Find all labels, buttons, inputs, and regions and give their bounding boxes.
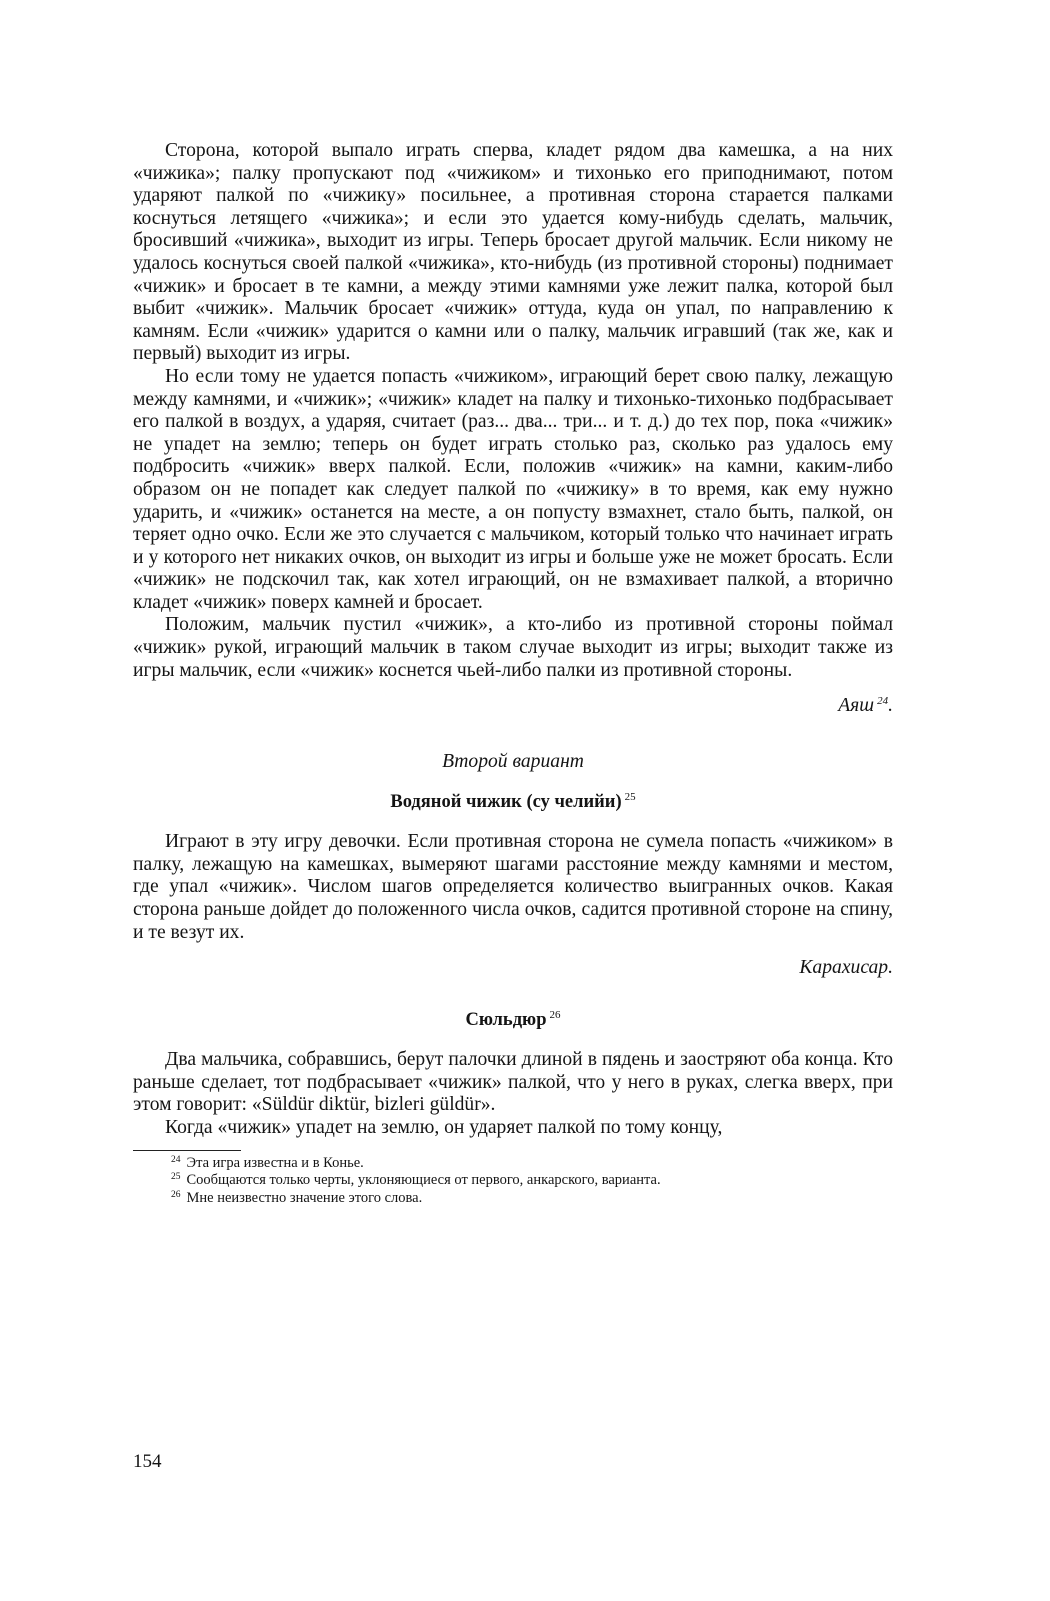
footnote-divider bbox=[133, 1150, 241, 1151]
section-heading-water-chizhik bbox=[133, 790, 893, 814]
footnote-number: 25 bbox=[171, 1172, 181, 1183]
paragraph-3: Положим, мальчик пустил «чижик», а кто-либо из противной стороны поймал «чижик» рукой, играющий мальчик в таком случае выходит из игры; выходит также из игры мальчик, если «чижик» коснется чьей-либо палки из противной стороны. bbox=[133, 614, 893, 681]
footnote-ref-25: 25 bbox=[624, 791, 636, 804]
page-number: 154 bbox=[133, 1451, 162, 1472]
paragraph-2: Но если тому не удается попасть «чижиком», играющий берет свою палку, лежащую между камнями, и «чижик»; «чижик» кладет на палку и тихонько-тихонько подбрасывает его палкой в воздух, а ударяя, считает (раз... два... три... и т. д.) до тех пор, пока «чижик» не упадет на землю; теперь он будет играть столько раз, сколько раз удалось ему подбросить «чижик» вверх палкой. Если, положив «чижик» на камни, каким-либо образом он не попадет как следует палкой по «чижику» в то время, как ему нужно ударить, и «чижик» останется на месте, а он попусту взмахнет, стало быть, палкой, он теряет одно очко. Если же это случается с мальчиком, который только что начинает играть и у которого нет никаких очков, он выходит из игры и больше уже не может бросать. Если «чижик» не подскочил так, как хотел играющий, он не взмахивает палкой, а вторично кладет «чижик» поверх камней и бросает. bbox=[133, 365, 893, 613]
footnote-ref-26: 26 bbox=[549, 1009, 561, 1022]
signature-ayash: Аяш $^{24}$. bbox=[838, 695, 893, 717]
paragraph-5: Два мальчика, собравшись, берут палочки длиной в пядень и заостряют оба конца. Кто раньше сделает, тот подбрасывает «чижик» палкой, что у него в руках, слегка вверх, при этом говорит: «Süldür diktür, bizleri güldür». bbox=[133, 1049, 893, 1116]
footnote-25 bbox=[133, 1172, 893, 1190]
footnote-number: 24 bbox=[171, 1154, 181, 1165]
paragraph-4: Играют в эту игру девочки. Если противная сторона не сумела попасть «чижиком» в палку, лежащую на камешках, вымеряют шагами расстояние между камнями и местом, где упал «чижик». Числом шагов определяется количество выигранных очков. Какая сторона раньше дойдет до положенного числа очков, садится противной стороне на спину, и те везут их. bbox=[133, 831, 893, 943]
footnote-text: Мне неизвестно значение этого слова. bbox=[186, 1189, 423, 1206]
section-subtitle: Второй вариант bbox=[442, 751, 584, 773]
heading-suldur-text: Сюльдюр bbox=[465, 1010, 547, 1031]
footnote-24 bbox=[133, 1155, 893, 1173]
heading-water-chizhik-text: Водяной чижик (су челийи) bbox=[390, 792, 622, 813]
signature-karahisar: Карахисар. bbox=[799, 957, 893, 979]
footnote-text: Сообщаются только черты, уклоняющиеся от первого, анкарского, варианта. bbox=[186, 1172, 661, 1189]
signature-ayash-text: Аяш bbox=[838, 695, 875, 717]
footnote-ref-24: 24 bbox=[877, 695, 889, 708]
page-content bbox=[133, 140, 893, 1207]
paragraph-1: Сторона, которой выпало играть сперва, кладет рядом два камешка, а на них «чижика»; палку пропускают под «чижиком» и тихонько его приподнимают, потом ударяют палкой по «чижику» посильнее, а противная сторона старается палками коснуться летящего «чижика»; и если это удается кому-нибудь сделать, мальчик, бросивший «чижика», выходит из игры. Теперь бросает другой мальчик. Если никому не удалось коснуться своей палкой «чижика», кто-нибудь (из противной стороны) поднимает «чижик» и бросает в те камни, а между этими камнями уже лежит палка, которой был выбит «чижик». Мальчик бросает «чижик» оттуда, куда он упал, по направлению к камням. Если «чижик» ударится о камни или о палку, мальчик игравший (так же, как и первый) выходит из игры. bbox=[133, 140, 893, 365]
footnote-text: Эта игра известна и в Конье. bbox=[186, 1154, 364, 1171]
footnote-26 bbox=[133, 1190, 893, 1208]
paragraph-6: Когда «чижик» упадет на землю, он ударяет палкой по тому концу, bbox=[165, 1117, 723, 1138]
section-heading-suldur bbox=[133, 1008, 893, 1032]
footnote-number: 26 bbox=[171, 1189, 181, 1200]
